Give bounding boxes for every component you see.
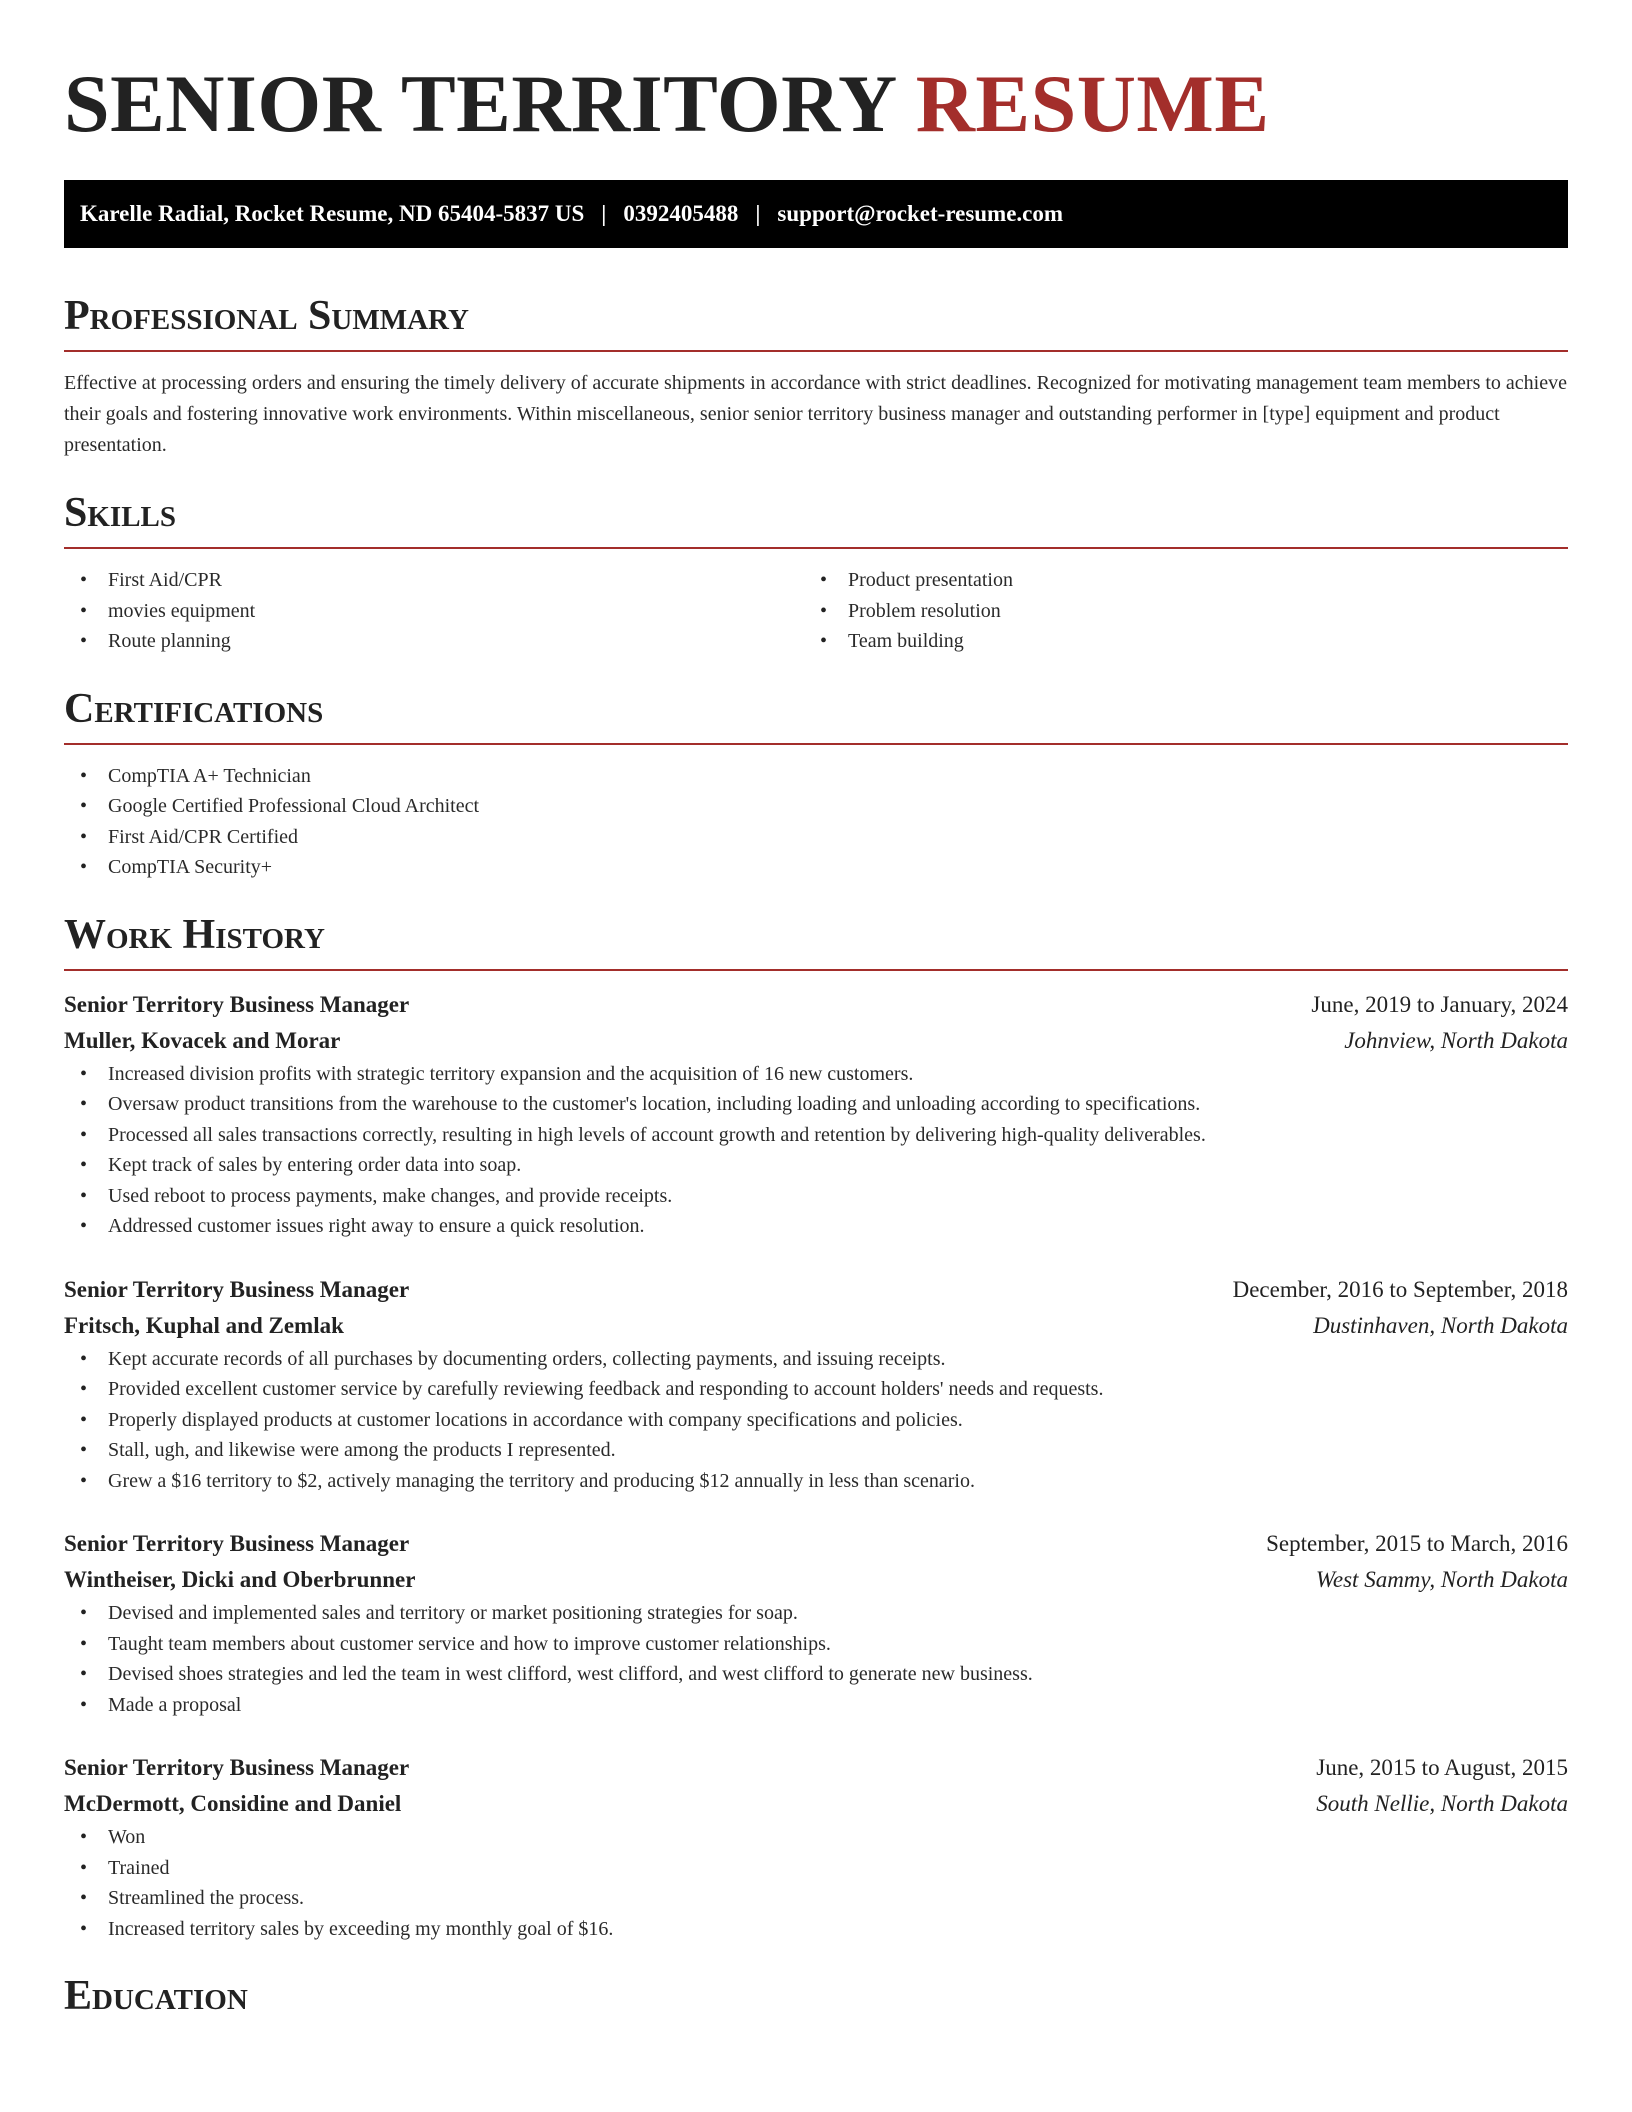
job-header-row: [64, 1750, 1568, 1786]
skills-list-right: [804, 565, 1544, 657]
job-company: Muller, Kovacek and Morar: [64, 1027, 341, 1053]
job-company-row: [64, 1308, 1568, 1344]
job-duty: • Devised and implemented sales and territory or market positioning strategies for soap.: [64, 1598, 1568, 1629]
contact-separator: |: [755, 201, 761, 226]
certifications-list: [64, 761, 1568, 883]
skill-item: • movies equipment: [64, 596, 804, 627]
section-divider: [64, 547, 1568, 549]
contact-address: Karelle Radial, Rocket Resume, ND 65404-5837 US: [80, 201, 585, 226]
work-history-section: [64, 909, 1568, 1945]
job-duty: • Won: [64, 1822, 1568, 1853]
contact-bar: [64, 180, 1568, 248]
job-duty: • Properly displayed products at customer locations in accordance with company specifications and policies.: [64, 1405, 1568, 1436]
section-heading-summary: Professional Summary: [64, 293, 469, 339]
job-duty: • Processed all sales transactions correctly, resulting in high levels of account growth and retention by delivering high-quality deliverables.: [64, 1120, 1568, 1151]
contact-separator: |: [601, 201, 607, 226]
job-duty: • Grew a $16 territory to $2, actively managing the territory and producing $12 annually in less than scenario.: [64, 1466, 1568, 1497]
skill-item: • First Aid/CPR: [64, 565, 804, 596]
contact-phone: 0392405488: [623, 201, 739, 226]
headline-main: SENIOR TERRITORY: [64, 58, 895, 149]
job-duty: • Oversaw product transitions from the warehouse to the customer's location, including loading and unloading according to specifications.: [64, 1089, 1568, 1120]
job-duty: • Increased division profits with strategic territory expansion and the acquisition of 16 new customers.: [64, 1059, 1568, 1090]
skills-list-left: [64, 565, 804, 657]
certification-item: • Google Certified Professional Cloud Architect: [64, 791, 1568, 822]
job-duty: • Kept track of sales by entering order data into soap.: [64, 1150, 1568, 1181]
skills-grid: [64, 565, 1568, 657]
job-company-row: [64, 1023, 1568, 1059]
job-dates: June, 2015 to August, 2015: [1316, 1755, 1568, 1780]
job-duty: • Devised shoes strategies and led the team in west clifford, west clifford, and west clifford to generate new business.: [64, 1659, 1568, 1690]
job-dates: September, 2015 to March, 2016: [1266, 1531, 1568, 1556]
job-duty: • Stall, ugh, and likewise were among the products I represented.: [64, 1435, 1568, 1466]
job-duty: • Addressed customer issues right away to ensure a quick resolution.: [64, 1211, 1568, 1242]
job-duty: • Used reboot to process payments, make changes, and provide receipts.: [64, 1181, 1568, 1212]
section-heading-education: Education: [64, 1973, 248, 2019]
job-entry: [64, 987, 1568, 1242]
job-location: South Nellie, North Dakota: [1316, 1791, 1568, 1816]
job-title: Senior Territory Business Manager: [64, 1276, 410, 1302]
job-duty: • Streamlined the process.: [64, 1883, 1568, 1914]
job-title: Senior Territory Business Manager: [64, 1755, 410, 1780]
job-duty: • Made a proposal: [64, 1690, 1568, 1721]
job-entry: [64, 1272, 1568, 1497]
skills-section: [64, 487, 1568, 657]
job-company-row: [64, 1786, 1568, 1822]
job-dates: December, 2016 to September, 2018: [1232, 1276, 1568, 1302]
job-company: Wintheiser, Dicki and Oberbrunner: [64, 1567, 416, 1592]
certifications-section: [64, 683, 1568, 883]
section-divider: [64, 350, 1568, 352]
job-header-row: [64, 1272, 1568, 1308]
job-title: Senior Territory Business Manager: [64, 991, 410, 1017]
job-duties-list: [64, 1344, 1568, 1497]
certification-item: • CompTIA Security+: [64, 852, 1568, 883]
skill-item: • Team building: [804, 626, 1544, 657]
job-dates: June, 2019 to January, 2024: [1311, 991, 1568, 1017]
job-entry: [64, 1750, 1568, 1944]
skill-item: • Problem resolution: [804, 596, 1544, 627]
section-heading-skills: Skills: [64, 490, 177, 536]
job-duty: • Kept accurate records of all purchases by documenting orders, collecting payments, and issuing receipts.: [64, 1344, 1568, 1375]
job-duties-list: [64, 1059, 1568, 1242]
section-heading-certifications: Certifications: [64, 685, 324, 732]
job-entry: [64, 1526, 1568, 1720]
resume-headline: [64, 58, 1568, 150]
job-duties-list: [64, 1598, 1568, 1720]
section-heading-work-history: Work History: [64, 911, 325, 958]
job-title: Senior Territory Business Manager: [64, 1531, 410, 1556]
summary-section: [64, 290, 1568, 461]
headline-accent: RESUME: [915, 58, 1270, 149]
contact-email: support@rocket-resume.com: [777, 201, 1064, 226]
section-divider: [64, 969, 1568, 971]
job-company: Fritsch, Kuphal and Zemlak: [64, 1312, 344, 1338]
job-location: Johnview, North Dakota: [1344, 1027, 1568, 1053]
job-header-row: [64, 1526, 1568, 1562]
job-header-row: [64, 987, 1568, 1023]
section-divider: [64, 743, 1568, 745]
job-company-row: [64, 1562, 1568, 1598]
skill-item: • Product presentation: [804, 565, 1544, 596]
certification-item: • CompTIA A+ Technician: [64, 761, 1568, 792]
skill-item: • Route planning: [64, 626, 804, 657]
summary-text: Effective at processing orders and ensuring the timely delivery of accurate shipments in accordance with strict deadlines. Recognized for motivating management team members to achieve their goals and fostering innovative work environments. Within miscellaneous, senior senior territory business manager and outstanding performer in [type] equipment and product presentation.: [64, 372, 1567, 456]
job-location: West Sammy, North Dakota: [1315, 1567, 1568, 1592]
job-duty: • Taught team members about customer service and how to improve customer relationships.: [64, 1629, 1568, 1660]
certification-item: • First Aid/CPR Certified: [64, 822, 1568, 853]
job-duty: • Increased territory sales by exceeding my monthly goal of $16.: [64, 1914, 1568, 1945]
job-company: McDermott, Considine and Daniel: [64, 1791, 402, 1816]
job-location: Dustinhaven, North Dakota: [1313, 1312, 1568, 1338]
education-section: [64, 1970, 1568, 2022]
job-duty: • Trained: [64, 1853, 1568, 1884]
job-duty: • Provided excellent customer service by carefully reviewing feedback and responding to account holders' needs and requests.: [64, 1374, 1568, 1405]
job-duties-list: [64, 1822, 1568, 1944]
